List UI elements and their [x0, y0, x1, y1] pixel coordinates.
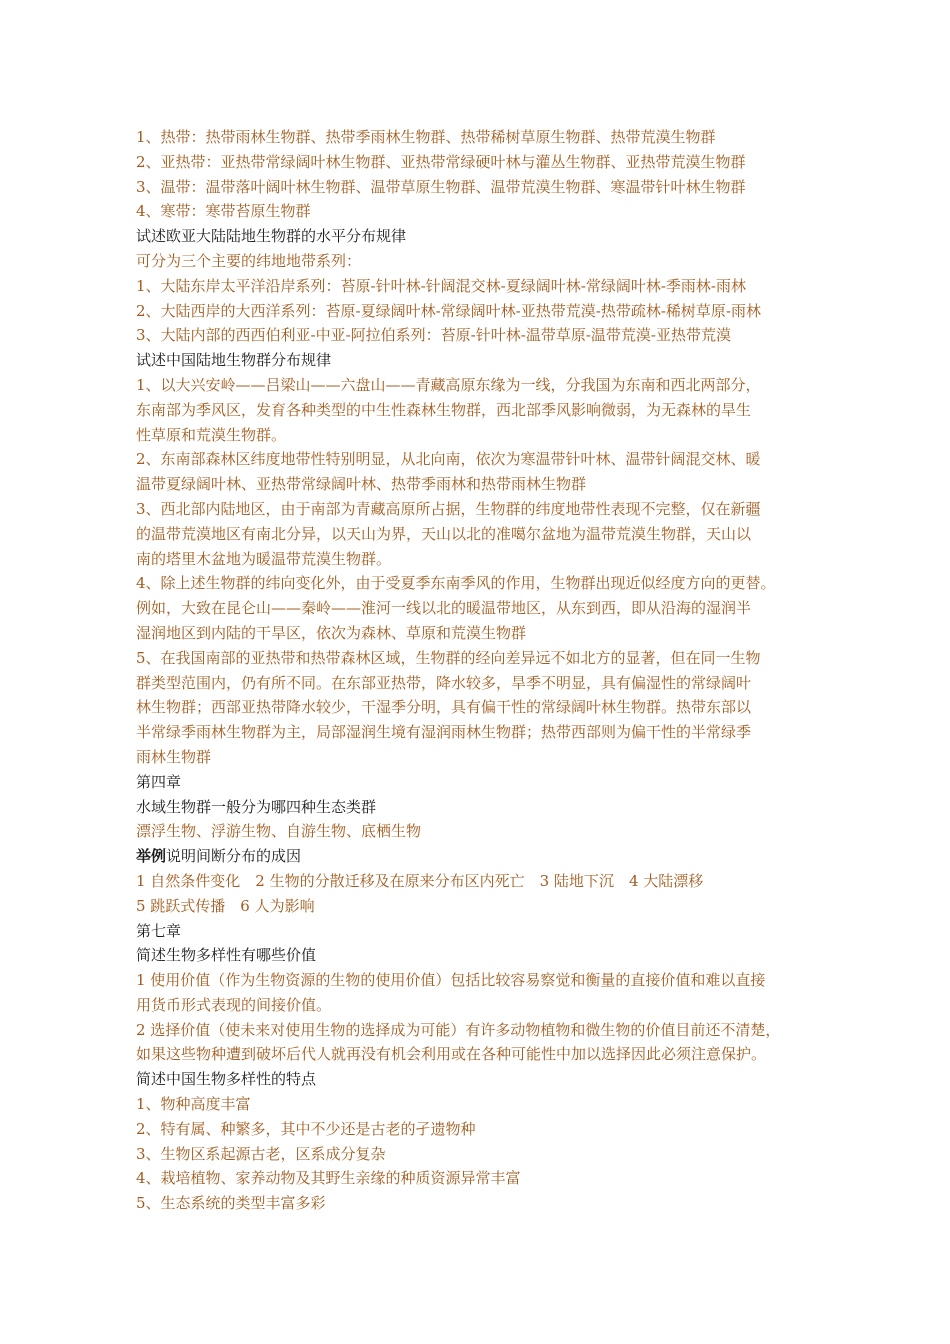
answer-line: [136, 175, 846, 200]
question-line: [136, 224, 846, 249]
question-line: [136, 943, 846, 968]
answer-line: [136, 695, 846, 720]
line-text: 半常绿季雨林生物群为主，局部湿润生境有湿润雨林生物群；热带西部则为偏干性的半常绿季: [136, 723, 752, 742]
answer-line: [136, 1042, 846, 1067]
answer-line: [136, 571, 846, 596]
line-text: 5、生态系统的类型丰富多彩: [136, 1194, 326, 1213]
line-text: 第四章: [136, 772, 182, 791]
question-line: [136, 770, 846, 795]
line-text: 1 自然条件变化 2 生物的分散迁移及在原来分布区内死亡 3 陆地下沉 4 大陆漂移: [136, 871, 704, 890]
line-text: 4、栽培植物、家养动物及其野生亲缘的种质资源异常丰富: [136, 1169, 521, 1188]
line-text: 2 选择价值（使未来对使用生物的选择成为可能）有许多动物植物和微生物的价值目前还不清楚，: [136, 1020, 781, 1039]
line-text: 例如，大致在昆仑山——秦岭——淮河一线以北的暖温带地区，从东到西，即从沿海的湿润半: [136, 599, 752, 618]
line-text: 如果这些物种遭到破坏后代人就再没有机会利用或在各种可能性中加以选择因此必须注意保护。: [136, 1045, 767, 1064]
answer-line: [136, 596, 846, 621]
answer-line: [136, 1117, 846, 1142]
line-text: 简述生物多样性有哪些价值: [136, 946, 317, 965]
line-text: 3、生物区系起源古老，区系成分复杂: [136, 1144, 386, 1163]
answer-line: [136, 671, 846, 696]
answer-line: [136, 869, 846, 894]
line-text: 群类型范围内，仍有所不同。在东部亚热带，降水较多，旱季不明显，具有偏湿性的常绿阔叶: [136, 673, 752, 692]
document-page: [136, 125, 846, 1216]
answer-line: [136, 199, 846, 224]
line-text: 湿润地区到内陆的干旱区，依次为森林、草原和荒漠生物群: [136, 623, 527, 642]
answer-line: [136, 1191, 846, 1216]
line-text: 2、大陆西岸的大西洋系列：苔原-夏绿阔叶林-常绿阔叶林-亚热带荒漠-热带疏林-稀树草原-雨林: [136, 301, 761, 320]
answer-line: [136, 323, 846, 348]
answer-line: [136, 497, 846, 522]
answer-line: [136, 720, 846, 745]
line-text: 用货币形式表现的间接价值。: [136, 995, 332, 1014]
line-text: 1、热带：热带雨林生物群、热带季雨林生物群、热带稀树草原生物群、热带荒漠生物群: [136, 128, 716, 146]
line-text: 简述中国生物多样性的特点: [136, 1070, 317, 1089]
line-text: 2、特有属、种繁多，其中不少还是古老的孑遗物种: [136, 1119, 476, 1138]
line-text: 3、大陆内部的西西伯利亚-中亚-阿拉伯系列：苔原-针叶林-温带草原-温带荒漠-亚热带荒漠: [136, 326, 731, 345]
answer-line: [136, 993, 846, 1018]
answer-line: [136, 646, 846, 671]
line-text: 2、东南部森林区纬度地带性特别明显，从北向南，依次为寒温带针叶林、温带针阔混交林、暖: [136, 450, 761, 469]
answer-line: [136, 968, 846, 993]
line-text: 温带夏绿阔叶林、亚热带常绿阔叶林、热带季雨林和热带雨林生物群: [136, 475, 587, 494]
line-text: 3、西北部内陆地区，由于南部为青藏高原所占据，生物群的纬度地带性表现不完整，仅在新疆: [136, 499, 761, 518]
answer-line: [136, 1142, 846, 1167]
line-text: 2、亚热带：亚热带常绿阔叶林生物群、亚热带常绿硬叶林与灌丛生物群、亚热带荒漠生物群: [136, 152, 746, 171]
question-line: [136, 844, 846, 869]
line-text: 1、物种高度丰富: [136, 1095, 251, 1114]
answer-line: [136, 1018, 846, 1043]
line-text: 第七章: [136, 921, 182, 940]
question-line: [136, 795, 846, 820]
answer-line: [136, 621, 846, 646]
line-text: 4、寒带：寒带苔原生物群: [136, 202, 311, 221]
answer-line: [136, 423, 846, 448]
answer-line: [136, 125, 846, 150]
answer-line: [136, 472, 846, 497]
line-text: 4、除上述生物群的纬向变化外，由于受夏季东南季风的作用，生物群出现近似经度方向的更替。: [136, 574, 776, 593]
line-text: 1、以大兴安岭——吕梁山——六盘山——青藏高原东缘为一线，分我国为东南和西北两部分，: [136, 375, 761, 394]
line-text: 南的塔里木盆地为暖温带荒漠生物群。: [136, 549, 392, 568]
answer-line: [136, 547, 846, 572]
bold-text: 举例: [136, 847, 167, 866]
line-text: 3、温带：温带落叶阔叶林生物群、温带草原生物群、温带荒漠生物群、寒温带针叶林生物群: [136, 177, 746, 196]
line-text: 可分为三个主要的纬地地带系列：: [136, 251, 362, 270]
question-line: [136, 1067, 846, 1092]
line-text: 水域生物群一般分为哪四种生态类群: [136, 797, 377, 816]
line-text: 5 跳跃式传播 6 人为影响: [136, 896, 315, 915]
line-text: 漂浮生物、浮游生物、自游生物、底栖生物: [136, 822, 422, 841]
question-line: [136, 919, 846, 944]
answer-line: [136, 1092, 846, 1117]
answer-line: [136, 745, 846, 770]
line-text: 的温带荒漠地区有南北分异，以天山为界，天山以北的准噶尔盆地为温带荒漠生物群，天山以: [136, 524, 752, 543]
answer-line: [136, 373, 846, 398]
line-text: 说明间断分布的成因: [166, 847, 302, 866]
line-text: 东南部为季风区，发育各种类型的中生性森林生物群，西北部季风影响微弱，为无森林的旱生: [136, 400, 752, 419]
answer-line: [136, 522, 846, 547]
answer-line: [136, 150, 846, 175]
answer-line: [136, 274, 846, 299]
answer-line: [136, 894, 846, 919]
answer-line: [136, 447, 846, 472]
line-text: 试述中国陆地生物群分布规律: [136, 351, 332, 370]
answer-line: [136, 299, 846, 324]
answer-line: [136, 1166, 846, 1191]
line-text: 1 使用价值（作为生物资源的生物的使用价值）包括比较容易察觉和衡量的直接价值和难以直接: [136, 971, 766, 990]
line-text: 试述欧亚大陆陆地生物群的水平分布规律: [136, 227, 407, 246]
answer-line: [136, 249, 846, 274]
answer-line: [136, 398, 846, 423]
line-text: 雨林生物群: [136, 747, 212, 766]
answer-line: [136, 819, 846, 844]
line-text: 1、大陆东岸太平洋沿岸系列：苔原-针叶林-针阔混交林-夏绿阔叶林-常绿阔叶林-季雨林-雨林: [136, 276, 746, 295]
line-text: 林生物群；西部亚热带降水较少，干湿季分明，具有偏干性的常绿阔叶林生物群。热带东部以: [136, 698, 752, 717]
line-text: 5、在我国南部的亚热带和热带森林区域，生物群的经向差异远不如北方的显著，但在同一生物: [136, 648, 761, 667]
question-line: [136, 348, 846, 373]
line-text: 性草原和荒漠生物群。: [136, 425, 287, 444]
